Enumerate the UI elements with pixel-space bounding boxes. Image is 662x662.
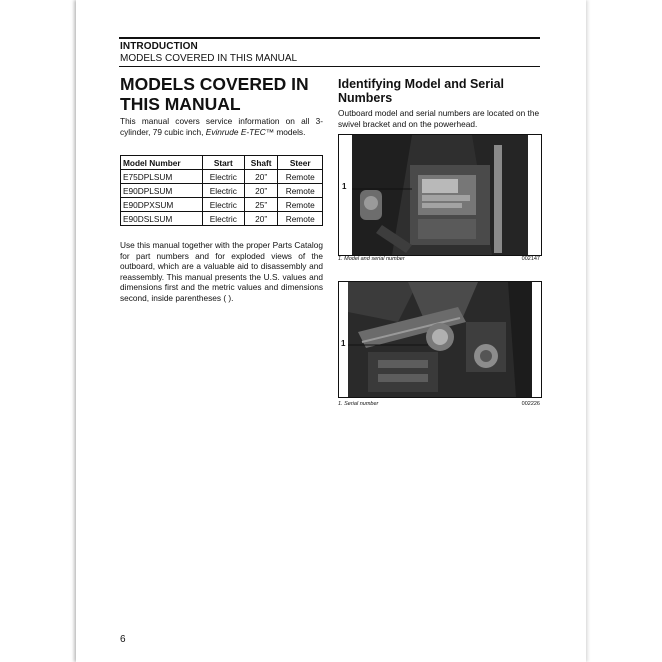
intro-product: Evinrude E-TEC™: [205, 126, 275, 137]
page-title-line-2: THIS MANUAL: [120, 94, 241, 114]
header-model-number: Model Number: [121, 156, 203, 170]
cell-shaft: 25”: [244, 198, 278, 212]
powerhead-photo: [348, 282, 532, 397]
location-paragraph: Outboard model and serial numbers are located on the swivel bracket and on the powerhead.: [338, 108, 540, 129]
cell-model-number: E75DPLSUM: [121, 170, 203, 184]
figure-serial-photo: [338, 281, 542, 398]
cell-model-number: E90DPLSUM: [121, 184, 203, 198]
intro-paragraph: [120, 116, 323, 137]
page-title-line-1: MODELS COVERED IN: [120, 74, 309, 94]
powerhead-illustration: [348, 282, 532, 397]
section-label: INTRODUCTION: [120, 41, 198, 52]
cell-start: Electric: [202, 184, 244, 198]
cell-steer: Remote: [278, 184, 323, 198]
cell-steer: Remote: [278, 212, 323, 226]
header-rule-top: [119, 37, 540, 39]
figure-code: 002147: [521, 256, 540, 262]
intro-prefix: This manual covers service information on all 3-cylinder, 79 cubic inch,: [120, 116, 323, 137]
page-number: 6: [120, 634, 126, 645]
cell-model-number: E90DSLSUM: [121, 212, 203, 226]
figure-code: 002226: [521, 401, 540, 407]
outboard-bracket-photo: [352, 135, 528, 255]
figure-caption: 1. Model and serial number: [338, 256, 405, 262]
figure-caption: 1. Serial number: [338, 401, 379, 407]
cell-steer: Remote: [278, 198, 323, 212]
cell-model-number: E90DPXSUM: [121, 198, 203, 212]
cell-shaft: 20”: [244, 170, 278, 184]
table-row: [121, 212, 323, 226]
cell-start: Electric: [202, 198, 244, 212]
models-table: [120, 155, 323, 226]
table-row: [121, 198, 323, 212]
table-header-row: [121, 156, 323, 170]
header-steer: Steer: [278, 156, 323, 170]
header-rule-bottom: [119, 66, 540, 67]
table-row: [121, 184, 323, 198]
figure-model-serial-photo: [338, 134, 542, 256]
subsection-label: MODELS COVERED IN THIS MANUAL: [120, 53, 298, 64]
bracket-illustration: [352, 135, 528, 255]
cell-shaft: 20”: [244, 212, 278, 226]
cell-shaft: 20”: [244, 184, 278, 198]
intro-suffix: models.: [274, 126, 306, 137]
table-row: [121, 170, 323, 184]
cell-start: Electric: [202, 212, 244, 226]
usage-paragraph: Use this manual together with the proper Parts Catalog for part numbers and for exploded views of the outboard, which are a valuable aid to disassembly and reassembly. This manual presents the U.S. values and dimensions first and the metric values and dimensions second, inside parentheses ( ).: [120, 240, 323, 303]
callout-number: 1: [341, 339, 346, 348]
header-shaft: Shaft: [244, 156, 278, 170]
cell-start: Electric: [202, 170, 244, 184]
section-heading: Identifying Model and Serial Numbers: [338, 77, 504, 105]
cell-steer: Remote: [278, 170, 323, 184]
page-title: [120, 74, 330, 114]
callout-number: 1: [342, 182, 347, 191]
header-start: Start: [202, 156, 244, 170]
